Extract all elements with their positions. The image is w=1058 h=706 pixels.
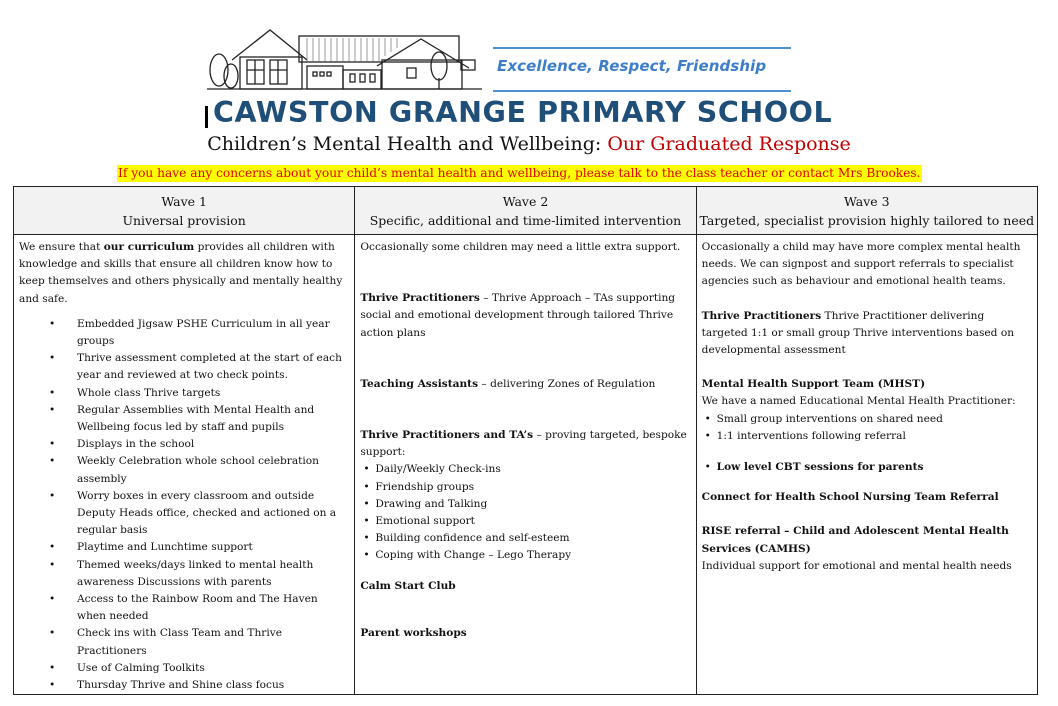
wave-3-rise-text: Individual support for emotional and mental health needs	[701, 559, 1012, 572]
wave-2-title: Wave 2	[502, 193, 549, 209]
wave-1-intro-bold: our curriculum	[103, 241, 195, 253]
school-motto: Excellence, Respect, Friendship	[497, 57, 767, 75]
school-building-illustration	[207, 26, 491, 98]
wave-3-subtitle: Targeted, specialist provision highly tailored to need	[699, 212, 1035, 228]
wave-3-mhst-text: We have a named Educational Mental Health Practitioner:	[701, 395, 1016, 408]
list-item: • Embedded Jigsaw PSHE Curriculum in all year groups	[77, 316, 349, 350]
wave-1-header	[14, 187, 355, 235]
wave-2-thrive-text: – Thrive Approach – TAs supporting social and emotional development through tailored Thrive action plans	[360, 292, 676, 339]
wave-3-header	[696, 187, 1037, 235]
list-item: • Daily/Weekly Check-ins	[375, 461, 690, 478]
list-item	[717, 459, 1032, 476]
wave-3-mhst-heading	[702, 376, 1032, 393]
list-item: • Emotional support	[375, 513, 690, 530]
page-title-main: Children’s Mental Health and Wellbeing:	[207, 133, 608, 155]
school-name: CAWSTON GRANGE PRIMARY SCHOOL	[213, 96, 833, 129]
wave-2-thrive	[360, 290, 690, 342]
graduated-response-table	[13, 186, 1038, 695]
list-item: • Small group interventions on shared need	[717, 411, 1032, 428]
list-item: • Displays in the school	[77, 436, 349, 453]
list-item: • 1:1 interventions following referral	[717, 428, 1032, 445]
list-item: • Thursday Thrive and Shine class focus	[77, 677, 349, 694]
wave-2-parent-workshops	[360, 625, 690, 642]
wave-3-mhst-bold: Mental Health Support Team (MHST)	[701, 378, 926, 391]
page-title-highlight: Our Graduated Response	[607, 133, 851, 155]
wave-3-title: Wave 3	[844, 193, 890, 209]
wave-2-thrive-bold: Thrive Practitioners	[360, 292, 480, 305]
wave-2-ta-bold: Teaching Assistants	[360, 377, 479, 390]
list-item: • Playtime and Lunchtime support	[77, 539, 349, 556]
table-body-row	[14, 235, 1038, 695]
page-title	[0, 133, 1058, 155]
school-logo	[205, 26, 833, 130]
list-item: • Themed weeks/days linked to mental health awareness Discussions with parents	[77, 557, 349, 591]
list-item: • Access to the Rainbow Room and The Haven when needed	[77, 591, 349, 625]
contact-notice: If you have any concerns about your child’s mental health and wellbeing, please talk to the class teacher or contact Mrs Brookes.	[118, 166, 921, 180]
list-item: • Friendship groups	[375, 479, 690, 496]
wave-3-rise-bold: RISE referral – Child and Adolescent Mental Health Services (CAMHS)	[701, 525, 1009, 555]
wave-2-calm-start	[360, 578, 690, 595]
wave-2-intro: Occasionally some children may need a little extra support.	[360, 241, 681, 253]
wave-2-targeted	[360, 427, 690, 461]
wave-3-thrive-text: Thrive Practitioner delivering targeted 1:1 or small group Thrive interventions based on developmental assessment	[701, 309, 1015, 357]
wave-2-teaching-assistants	[360, 376, 690, 393]
text-cursor	[205, 106, 208, 128]
wave-1-subtitle: Universal provision	[122, 212, 246, 228]
wave-2-targeted-bold: Thrive Practitioners and TA’s	[360, 429, 534, 442]
list-item: • Regular Assemblies with Mental Health and Wellbeing focus led by staff and pupils	[77, 402, 349, 436]
wave-1-intro-text-end: provides all children with knowledge and skills that ensure all children know how to keep themselves and others physically and mentally healthy and safe.	[19, 241, 343, 305]
wave-2-parent-workshops-label: Parent workshops	[360, 626, 467, 639]
list-item: • Weekly Celebration whole school celebration assembly	[77, 453, 349, 487]
list-item: • Thrive assessment completed at the start of each year and reviewed at two check points.	[77, 350, 349, 384]
list-item: • Worry boxes in every classroom and outside Deputy Heads office, checked and actioned on a regular basis	[77, 488, 349, 540]
wave-1-list	[19, 316, 349, 694]
wave-2-ta-text: – delivering Zones of Regulation	[478, 377, 656, 390]
wave-2-list	[360, 461, 690, 564]
wave-3-cbt-item: Low level CBT sessions for parents	[716, 461, 924, 474]
wave-1-intro	[19, 239, 349, 308]
wave-3-thrive-bold: Thrive Practitioners	[701, 309, 822, 322]
list-item: • Coping with Change – Lego Therapy	[375, 547, 690, 564]
table-header-row	[14, 187, 1038, 235]
wave-3-cbt-list	[702, 459, 1032, 476]
wave-3-thrive	[702, 308, 1032, 360]
wave-1-intro-text: We ensure that	[19, 241, 104, 253]
wave-3-rise	[702, 523, 1032, 557]
motto-rule-top	[493, 47, 791, 49]
wave-2-header	[355, 187, 696, 235]
wave-2-calm-start-label: Calm Start Club	[360, 579, 456, 592]
wave-2-cell	[355, 235, 696, 695]
list-item: • Check ins with Class Team and Thrive Practitioners	[77, 625, 349, 659]
list-item: • Use of Calming Toolkits	[77, 660, 349, 677]
wave-3-cell	[696, 235, 1037, 695]
wave-3-connect	[702, 489, 1032, 506]
wave-1-cell	[14, 235, 355, 695]
wave-3-connect-label: Connect for Health School Nursing Team Referral	[701, 491, 999, 504]
wave-3-mhst-list	[702, 411, 1032, 445]
list-item: • Drawing and Talking	[375, 496, 690, 513]
wave-2-targeted-text: – proving targeted, bespoke support:	[360, 429, 687, 459]
motto-rule-bottom	[493, 90, 791, 92]
list-item: • Building confidence and self-esteem	[375, 530, 690, 547]
wave-1-title: Wave 1	[161, 193, 207, 209]
wave-3-intro: Occasionally a child may have more complex mental health needs. We can signpost and support referrals to specialist agencies such as behaviour and emotional health teams.	[701, 241, 1021, 288]
list-item: • Whole class Thrive targets	[77, 385, 349, 402]
wave-2-subtitle: Specific, additional and time-limited intervention	[369, 212, 682, 228]
